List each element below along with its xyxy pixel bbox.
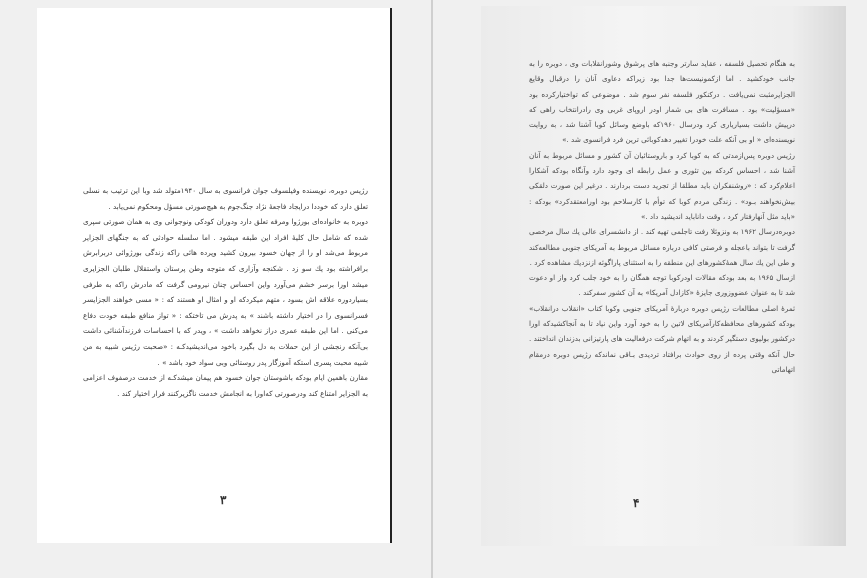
paragraph: مقارن باهمین ایام بودکه باشوستان جوان خسود هم پیمان میشدکـه از خدمت درصفوف اعزامی به الجزایر امتناع کند ودرصورتی که‌اورا به انجامش خدمت ناگزیرکنند فرار اختیار کند . xyxy=(83,373,368,398)
right-page xyxy=(481,6,846,546)
paragraph: ثمرهٔ اصلی مطالعات رژیس دوبره دربارهٔ آمریکای جنوبی وکوبا کتاب «انقلاب درانقلاب» بودکه کشورهای محافظه‌کارآمریکای لاتین را به خود آورد واین نیاد تا به آنجاکشیدکه اورا درکشور بولیوی دستگیر کردند و به اتهام شرکت درفعالیت های پارتیزانی بدزندان انداختند . حال آنکه وقتی پرده از روی حوادث برافتاد تردیدی بـاقی نماندکه رژیس دوبره درمقام اتهاماتی xyxy=(529,303,795,374)
page-number: ۳ xyxy=(220,493,227,507)
paragraph: ازسال ۱۹۶۵ به بعد بودکه مقالات اودرکوبا توجه همگان را به خود جلب کرد واز او دعوت شد تا به عنوان عضووزوری جایزهٔ «کازادل آمریکا» به آن کشور سفرکند . xyxy=(529,273,795,298)
right-page-text xyxy=(529,56,795,377)
paragraph: دوبره‌درسال ۱۹۶۲ به ونزوئلا رفت تاجلمی تهیه کند . از دانشسرای عالی یك سال مرخصی گرفت تا بتواند باعجله و فرصتی کافی درباره مسائل مربوط به آمریکای جنوبی مطالعه‌کند و طی این یك سال همهٔ‌کشورهای این منطقه را به استثنای پاراگوئه ازنزدیك مشاهده کرد . xyxy=(529,227,796,267)
left-page xyxy=(37,8,392,543)
spread-divider xyxy=(431,0,433,578)
paragraph: به هنگام تحصیل فلسفه ، عقاید سارتر وجنبه های پرشوق وشورانقلابات وی ، دوبره را به جانب خودکشید . اما ازکمونیست‌ها جدا بود زیراکه دعاوی آنان را درقبال وقایع الجزایرمثبت نمی‌یافت . درکنکور فلسفه نفر سوم شد . موضوعی که تواختیارکرده بود «مسؤلیت» بود . مسافرت های بی شمار اودر اروپای غربی وی رادرانتخاب راهی که درپیش داشت بسیاریاری کرد ودرسال ۱۹۶۰که باوضع وسائل کوبا آشنا شد ، به روایت نویسنده‌ای « او بی آنکه علت خودرا تغییر دهدکوبائی ترین فرد فرانسوی شد .» xyxy=(529,59,795,145)
left-page-text xyxy=(83,183,368,401)
paragraph: رژیس دوبره، نویسنده وفیلسوف جوان فرانسوی به سال ۱۹۴۰متولد شد وبا این ترتیب به نسلی تعلق دارد که خوددا درایجاد فاجعهٔ نژاد جنگ‌جوم به هیچ‌صورتی مسؤل ومحکوم نمی‌یابد . xyxy=(83,186,368,211)
page-number: ۴ xyxy=(633,496,640,510)
paragraph: دوبره به خانواده‌ای بورژوا ومرفه تعلق دارد ودوران کودکی ونوجوانی وی به همان صورتی سپری شده که شامل حال کلیهٔ افراد این طبقه میشود . اما سلسله حوادثی که به جنگهای الجزایر مربوط می‌شد او را از جهان خسود بیرون کشید وپرده هائی راکه زندگی بورژوائی دربرابرش برافراشته بود یك سو زد . شکنجه وآزاری که متوجه وطن پرستان واستقلال طلبان الجزایری میشد اورا برسر خشم می‌آورد واین احساس چنان نیرومی گرفت که مادرش راکه به طرفی بسیاردوره علاقه اش بسود ، متهم میکردکه او و امثال او هستند که : « مسی خواهند الجزایسر فسرانسوی را در اختیار داشته باشند » به پدرش می تاختکه : « تواز منافع طبقه خودت دفاع می‌کنی . اما این طبقه عمری دراز نخواهد داشت » ، ویدر که با احساسات فرزندآشنائی داشت بی‌آنکه رنجشی از این حملات به دل بگیرد باخود می‌اندیشیدکـه : «صحبت رژیس شبیه به من شبیه محبت پسری استکه آموزگار پدر روستائی وبی سواد خود باشد » . xyxy=(83,217,368,367)
paragraph: رژیس دوبره پس‌ازمدتی که به کوبا کرد و باروستائیان آن کشور و مسائل مربوط به آنان آشنا شد ، احساس کردکه بین تئوری و عمل رابطه ای وجود دارد وآنگاه بودکه آشکارا اعلام‌کرد که : «روشنفکران باید مطلقا از تجرید دست بردارند . درغیر این صورت دلقکی بیش‌نخواهند بـود» . زندگی مردم کوبا که توأم با کارسلاحم بود اورامعتقدکرد» بودکه : «باید مثل آنهارفتار کرد ، وقت داناباید اندیشید داد .» xyxy=(529,150,795,221)
